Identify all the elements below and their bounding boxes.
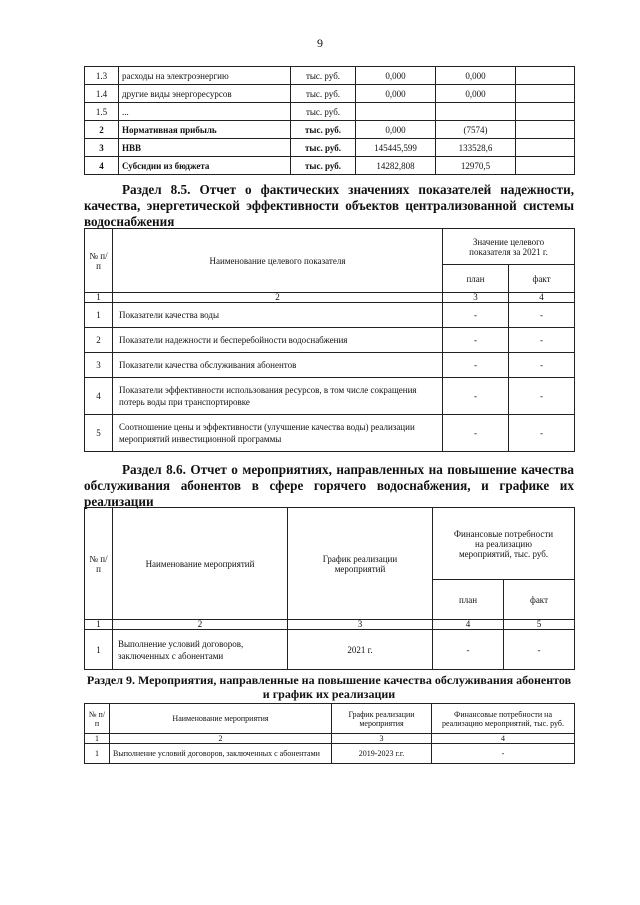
row-number: 2 [85, 328, 113, 353]
col-number: 4 [432, 734, 575, 744]
header-schedule: График реализации мероприятия [332, 704, 432, 734]
cost-table [84, 66, 575, 175]
row-unit: тыс. руб. [291, 157, 356, 175]
row-unit: тыс. руб. [291, 85, 356, 103]
row-number: 4 [85, 378, 113, 415]
row-value: 0,000 [436, 67, 516, 85]
row-name: расходы на электроэнергию [119, 67, 291, 85]
cost-row [85, 103, 575, 121]
measures-plan-table [84, 703, 575, 764]
measures-report-table [84, 507, 575, 670]
row-name: ... [119, 103, 291, 121]
column-number-row [85, 620, 575, 630]
indicator-name: Показатели качества воды [113, 303, 443, 328]
section-9-title: Раздел 9. Мероприятия, направленные на повышение качества обслуживания абонентов и график их реализации [86, 673, 572, 701]
schedule-value: 2021 г. [288, 630, 433, 670]
section-8-5-title: Раздел 8.5. Отчет о фактических значениях показателей надежности, качества, энергетической эффективности объектов централизованной системы водоснабжения [84, 182, 574, 229]
header-indicator-name: Наименование целевого показателя [113, 229, 443, 293]
column-number-row [85, 293, 575, 303]
finance-value: - [432, 744, 575, 764]
row-value: 133528,6 [436, 139, 516, 157]
row-value [516, 85, 575, 103]
fact-value: - [509, 415, 575, 452]
header-num: № п/п [85, 508, 113, 620]
row-name: Субсидии из бюджета [119, 157, 291, 175]
cost-row [85, 157, 575, 175]
header-measure-name: Наименование мероприятия [110, 704, 332, 734]
header-fact: факт [504, 580, 575, 620]
row-value: 145445,599 [356, 139, 436, 157]
header-plan: план [433, 580, 504, 620]
row-value: 12970,5 [436, 157, 516, 175]
row-number: 2 [85, 121, 119, 139]
col-number: 2 [110, 734, 332, 744]
schedule-value: 2019-2023 г.г. [332, 744, 432, 764]
col-number: 2 [113, 293, 443, 303]
row-value [436, 103, 516, 121]
row-number: 1.3 [85, 67, 119, 85]
column-number-row [85, 734, 575, 744]
col-number: 1 [85, 620, 113, 630]
header-target-value: Значение целевого показателя за 2021 г. [443, 229, 575, 265]
row-value: 0,000 [356, 85, 436, 103]
col-number: 3 [332, 734, 432, 744]
indicators-table [84, 228, 575, 452]
row-value: 14282,808 [356, 157, 436, 175]
fact-value: - [509, 328, 575, 353]
indicator-row [85, 415, 575, 452]
row-unit: тыс. руб. [291, 67, 356, 85]
row-name: другие виды энергоресурсов [119, 85, 291, 103]
row-number: 1 [85, 630, 113, 670]
measure-row [85, 744, 575, 764]
row-value [516, 67, 575, 85]
header-fact: факт [509, 265, 575, 293]
indicator-name: Показатели эффективности использования ресурсов, в том числе сокращения потерь воды при транспортировке [113, 378, 443, 415]
row-unit: тыс. руб. [291, 103, 356, 121]
col-number: 1 [85, 293, 113, 303]
row-value: 0,000 [436, 85, 516, 103]
fact-value: - [509, 353, 575, 378]
header-finance: Финансовые потребности на реализацию мероприятий, тыс. руб. [433, 508, 575, 580]
measure-name: Выполнение условий договоров, заключенных с абонентами [110, 744, 332, 764]
indicator-name: Соотношение цены и эффективности (улучшение качества воды) реализации мероприятий инвестиционной программы [113, 415, 443, 452]
indicator-row [85, 378, 575, 415]
row-number: 4 [85, 157, 119, 175]
col-number: 4 [509, 293, 575, 303]
header-schedule: График реализации мероприятий [288, 508, 433, 620]
row-number: 1 [85, 744, 110, 764]
measure-row [85, 630, 575, 670]
indicator-row [85, 328, 575, 353]
row-number: 5 [85, 415, 113, 452]
plan-value: - [443, 353, 509, 378]
row-value [356, 103, 436, 121]
indicator-row [85, 303, 575, 328]
row-value: (7574) [436, 121, 516, 139]
row-number: 3 [85, 353, 113, 378]
header-num: № п/п [85, 704, 110, 734]
page-number: 9 [317, 36, 323, 50]
plan-value: - [443, 303, 509, 328]
cost-row [85, 67, 575, 85]
measure-name: Выполнение условий договоров, заключенных с абонентами [113, 630, 288, 670]
header-finance: Финансовые потребности на реализацию мероприятий, тыс. руб. [432, 704, 575, 734]
cost-row [85, 85, 575, 103]
row-unit: тыс. руб. [291, 121, 356, 139]
plan-value: - [443, 378, 509, 415]
indicator-name: Показатели надежности и бесперебойности водоснабжения [113, 328, 443, 353]
cost-row [85, 139, 575, 157]
header-num: № п/п [85, 229, 113, 293]
cost-row [85, 121, 575, 139]
header-plan: план [443, 265, 509, 293]
row-value [516, 121, 575, 139]
plan-value: - [443, 328, 509, 353]
fact-value: - [509, 378, 575, 415]
row-unit: тыс. руб. [291, 139, 356, 157]
row-value [516, 157, 575, 175]
section-8-6-title: Раздел 8.6. Отчет о мероприятиях, направленных на повышение качества обслуживания абонентов в сфере горячего водоснабжения, и графике их реализации [84, 462, 574, 509]
col-number: 3 [443, 293, 509, 303]
row-value [516, 103, 575, 121]
row-number: 1.4 [85, 85, 119, 103]
row-name: НВВ [119, 139, 291, 157]
row-value [516, 139, 575, 157]
col-number: 2 [113, 620, 288, 630]
row-number: 1 [85, 303, 113, 328]
fact-value: - [509, 303, 575, 328]
row-value: 0,000 [356, 67, 436, 85]
header-measure-name: Наименование мероприятий [113, 508, 288, 620]
col-number: 1 [85, 734, 110, 744]
row-name: Нормативная прибыль [119, 121, 291, 139]
row-number: 3 [85, 139, 119, 157]
plan-value: - [443, 415, 509, 452]
col-number: 4 [433, 620, 504, 630]
col-number: 5 [504, 620, 575, 630]
indicator-row [85, 353, 575, 378]
fact-value: - [504, 630, 575, 670]
plan-value: - [433, 630, 504, 670]
col-number: 3 [288, 620, 433, 630]
row-value: 0,000 [356, 121, 436, 139]
row-number: 1.5 [85, 103, 119, 121]
indicator-name: Показатели качества обслуживания абонентов [113, 353, 443, 378]
